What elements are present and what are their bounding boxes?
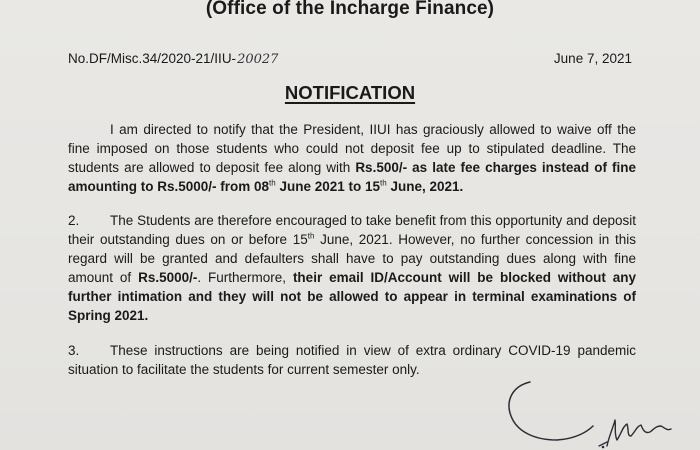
p1-text-a: I am directed to notify that the President, IIUI has graciously allowed to waive off the fine imposed on those students who could not deposit fee up to stipulated deadline. The students are allowed to deposit fee along with [68, 122, 636, 175]
office-heading: (Office of the Incharge Finance) [205, 0, 495, 19]
reference-number [68, 51, 278, 67]
signature [495, 376, 695, 450]
p2-number: 2. [68, 213, 80, 228]
p1-bold-a: Rs.500/- as late fee charges instead of fine amounting to Rs.5000/- from 08 [68, 160, 636, 194]
p2-bold-b: their email ID/Account will be blocked without any further intimation and they will not be allowed to appear in terminal examinations of Spring 2021. [68, 270, 636, 323]
p2-text-a: The Students are therefore encouraged to take benefit from this opportunity and deposit their outstanding dues on or before 15 [68, 213, 636, 247]
notification-title: NOTIFICATION [284, 82, 416, 103]
p1-sup-b: th [380, 178, 387, 188]
p2-sup-a: th [307, 231, 315, 241]
reference-number-text: No.DF/Misc.34/2020-21/IIU- [68, 51, 237, 66]
p2-bold-a: Rs.5000/- [138, 270, 198, 285]
p3-number: 3. [68, 343, 80, 358]
p1-bold-c: June, 2021. [386, 179, 464, 194]
paragraph-2 [68, 211, 636, 325]
p2-text-b: June, 2021. However, no further concession in this regard will be granted and defaulters shall have to pay outstanding dues along with fine amount of [68, 232, 636, 285]
paragraph-3 [68, 341, 636, 379]
p1-bold-b: June 2021 to 15 [275, 179, 381, 194]
notification-date: June 7, 2021 [553, 51, 632, 66]
paragraph-1 [68, 120, 636, 196]
reference-handwritten-number: 20027 [237, 52, 279, 67]
p3-text: These instructions are being notified in view of extra ordinary COVID-19 pandemic situation to facilitate the students for current semester only. [68, 343, 636, 377]
p1-sup-a: th [269, 178, 276, 188]
p2-text-c: . Furthermore, [197, 270, 293, 285]
